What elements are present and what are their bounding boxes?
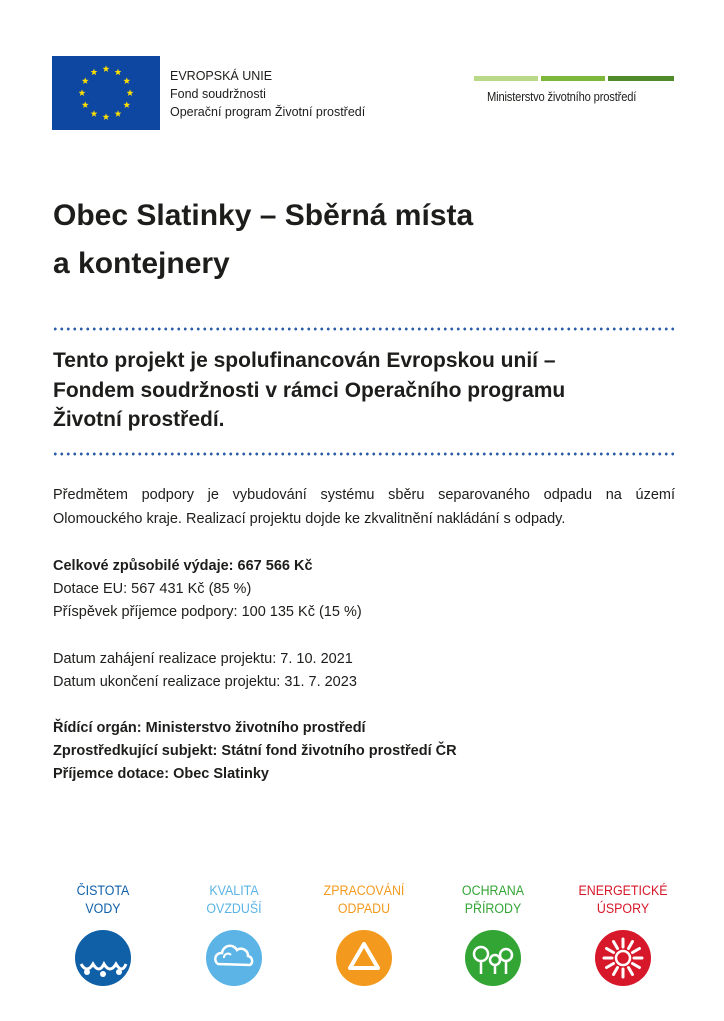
subtitle-line: Životní prostředí.	[53, 408, 225, 431]
icon-label: KVALITA OVZDUŠÍ	[206, 883, 262, 916]
eu-star	[82, 101, 89, 108]
icon-waste	[304, 882, 424, 986]
eu-star	[91, 69, 98, 76]
eu-star	[115, 69, 122, 76]
icon-energy	[563, 882, 683, 986]
eu-line: Fond soudržnosti	[170, 87, 266, 101]
total-costs: Celkové způsobilé výdaje: 667 566 Kč	[53, 558, 313, 574]
funding-statement	[53, 346, 683, 435]
icon-water	[43, 882, 163, 986]
page-title	[53, 192, 693, 288]
managing-authority: Řídící orgán: Ministerstvo životního prostředí	[53, 720, 366, 736]
dotted-divider	[52, 452, 674, 456]
dates-block	[53, 648, 357, 694]
eu-star	[79, 89, 86, 96]
bodies-block	[53, 717, 457, 786]
icon-nature	[433, 882, 553, 986]
eu-star	[123, 77, 130, 84]
title-line: Obec Slatinky – Sběrná místa	[53, 199, 474, 232]
eu-line: Operační program Životní prostředí	[170, 105, 366, 119]
sun-icon	[595, 930, 651, 986]
eu-subsidy: Dotace EU: 567 431 Kč (85 %)	[53, 581, 252, 597]
recipient-contribution: Příspěvek příjemce podpory: 100 135 Kč (15 %)	[53, 604, 362, 620]
water-drops-icon	[75, 930, 131, 986]
eu-stars-icon	[52, 56, 160, 130]
trees-icon	[465, 930, 521, 986]
end-date: Datum ukončení realizace projektu: 31. 7. 2023	[53, 674, 357, 690]
eu-line: EVROPSKÁ UNIE	[170, 69, 273, 83]
eu-program-text	[170, 67, 365, 121]
icon-label: ZPRACOVÁNÍ ODPADU	[323, 883, 405, 916]
icon-label: OCHRANA PŘÍRODY	[461, 883, 525, 916]
eu-star	[115, 110, 122, 117]
eu-flag-logo	[52, 56, 160, 130]
eu-star	[91, 110, 98, 117]
eu-star	[123, 101, 130, 108]
intermediate-body: Zprostředkující subjekt: Státní fond životního prostředí ČR	[53, 743, 457, 759]
start-date: Datum zahájení realizace projektu: 7. 10. 2021	[53, 651, 353, 667]
subtitle-line: Tento projekt je spolufinancován Evropskou unií –	[53, 349, 556, 372]
ministry-logo-bars	[474, 76, 674, 81]
finance-block	[53, 555, 362, 624]
ministry-name: Ministerstvo životního prostředí	[487, 89, 637, 104]
cloud-icon	[206, 930, 262, 986]
icon-label: ČISTOTA VODY	[76, 883, 130, 916]
eu-star	[82, 77, 89, 84]
recycle-triangle-icon	[336, 930, 392, 986]
beneficiary: Příjemce dotace: Obec Slatinky	[53, 766, 269, 782]
eu-star	[103, 65, 110, 72]
title-line: a kontejnery	[53, 247, 230, 280]
project-description: Předmětem podpory je vybudování systému sběru separovaného odpadu na území Olomouckého kraje. Realizací projektu dojde ke zkvalitnění nakládání s odpady.	[53, 487, 675, 527]
eu-star	[103, 113, 110, 120]
icon-air	[174, 882, 294, 986]
dotted-divider	[52, 327, 674, 331]
eu-star	[127, 89, 134, 96]
icon-label: ENERGETICKÉ ÚSPORY	[578, 883, 668, 916]
subtitle-line: Fondem soudržnosti v rámci Operačního programu	[53, 378, 566, 402]
